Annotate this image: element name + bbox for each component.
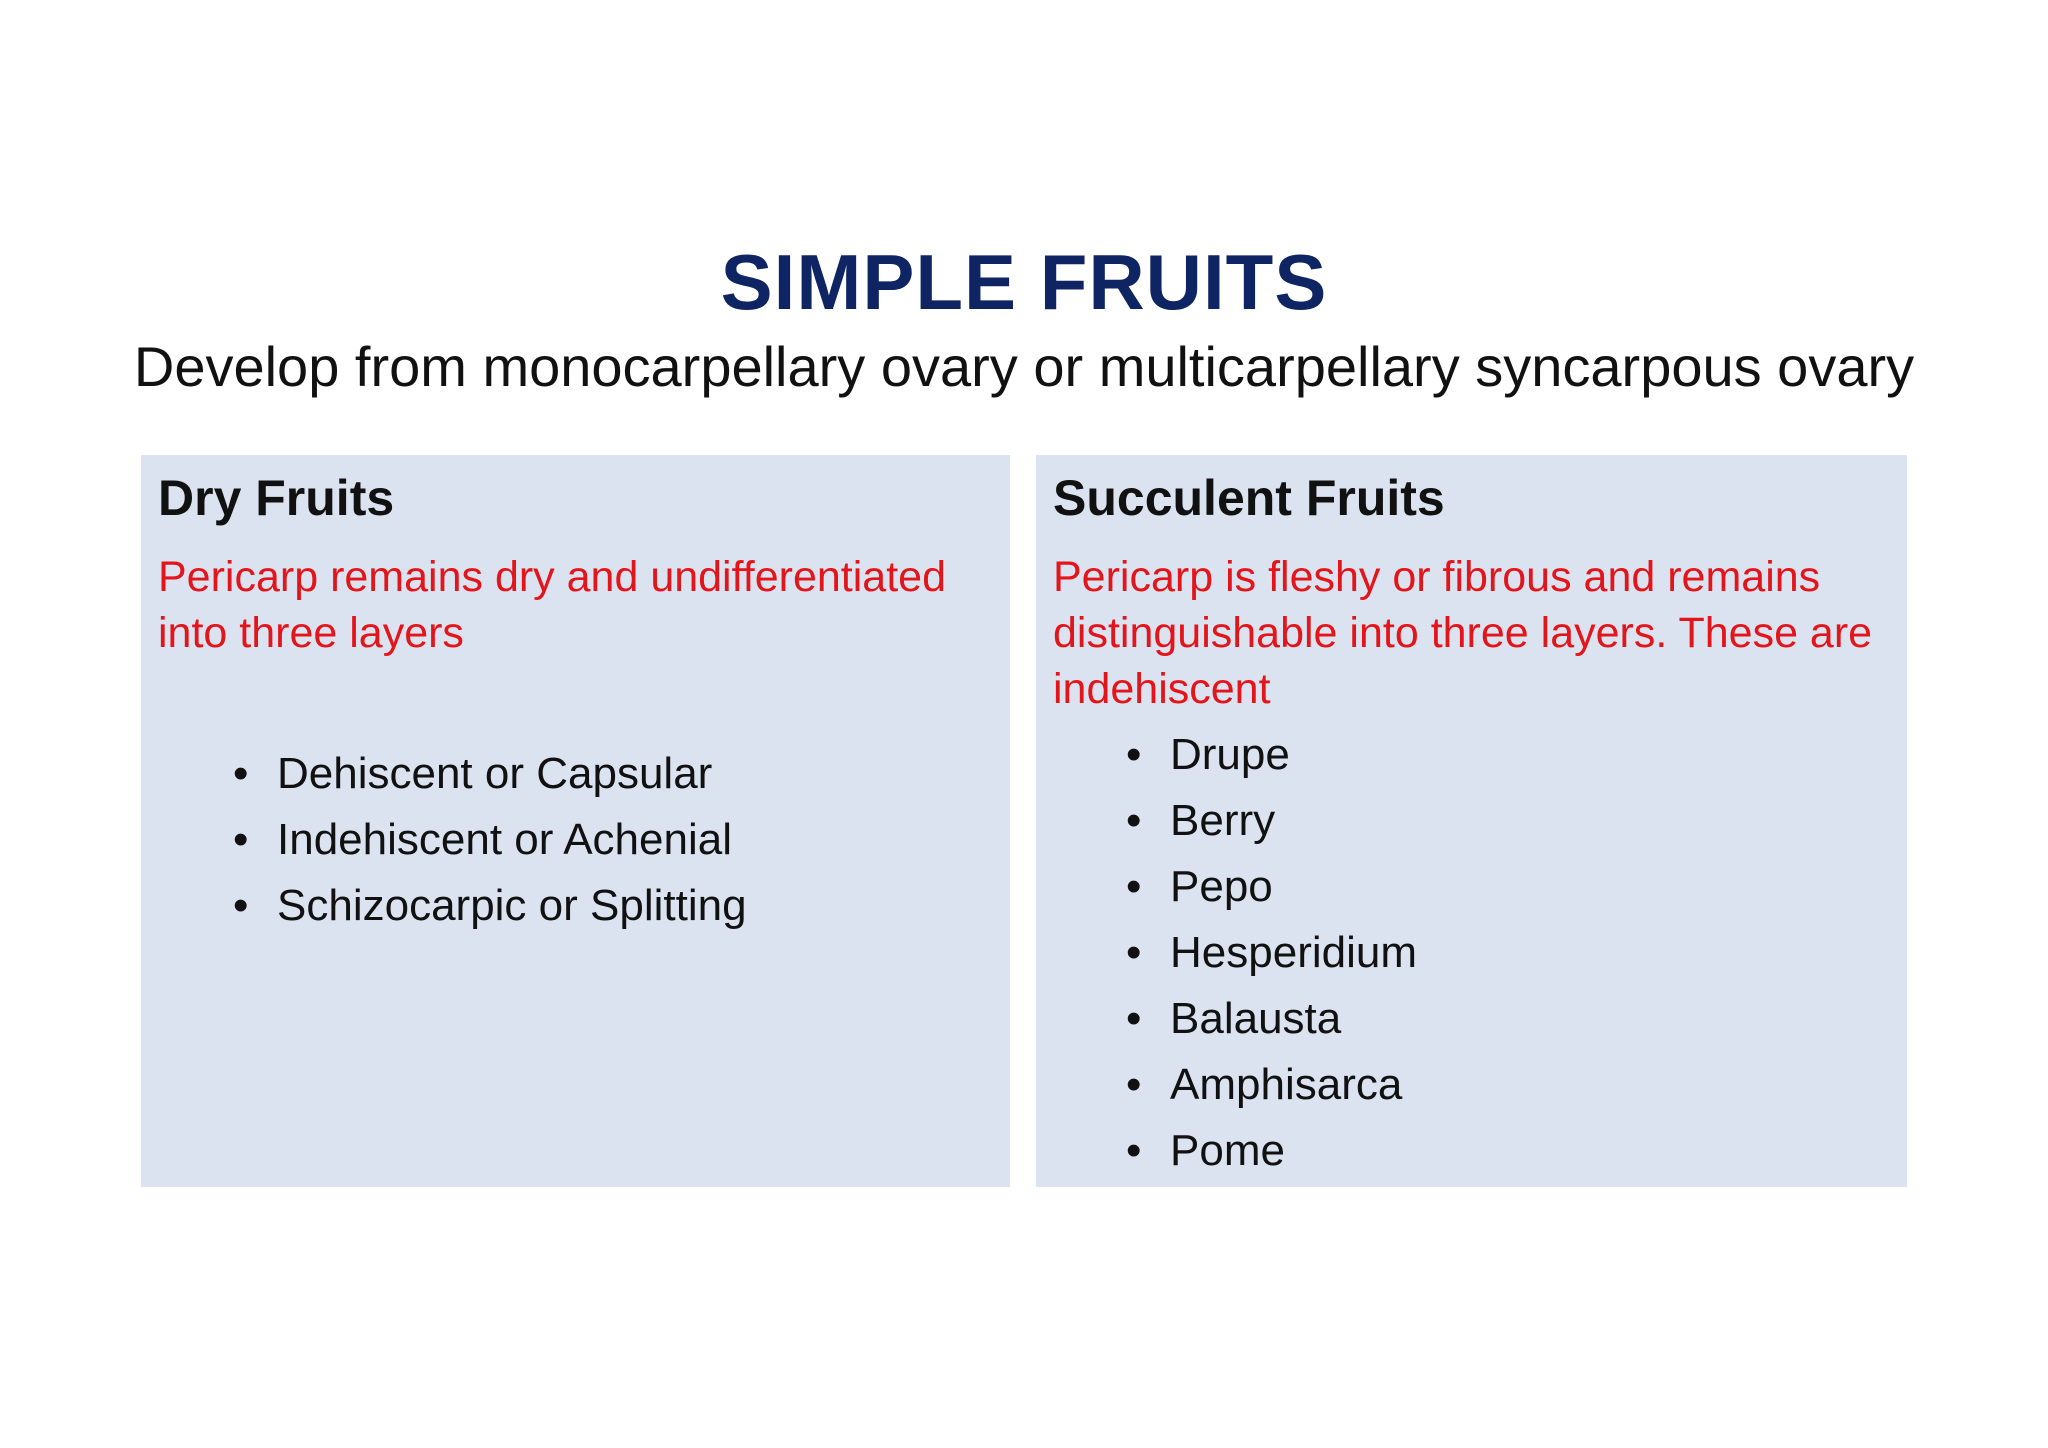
bullet-icon: • (233, 815, 249, 864)
list-item-label: Berry (1170, 796, 1276, 845)
bullet-icon: • (1126, 994, 1142, 1043)
list-item-label: Schizocarpic or Splitting (277, 881, 747, 930)
list-item (1126, 722, 1417, 788)
list-item-label: Balausta (1170, 994, 1342, 1043)
succulent-fruits-list (1126, 722, 1417, 1184)
bullet-icon: • (233, 881, 249, 930)
bullet-icon: • (1126, 796, 1142, 845)
list-item (1126, 920, 1417, 986)
dry-fruits-panel (141, 455, 1010, 1187)
bullet-icon: • (233, 749, 249, 798)
list-item (233, 741, 747, 807)
list-item-label: Indehiscent or Achenial (277, 815, 732, 864)
list-item (1126, 854, 1417, 920)
list-item-label: Pepo (1170, 862, 1273, 911)
list-item (1126, 788, 1417, 854)
succulent-fruits-description: Pericarp is fleshy or fibrous and remains distinguishable into three layers. These are indehiscent (1053, 553, 1873, 713)
bullet-icon: • (1126, 862, 1142, 911)
succulent-fruits-panel (1036, 455, 1907, 1187)
list-item (1126, 1052, 1417, 1118)
succulent-fruits-heading: Succulent Fruits (1053, 470, 1445, 526)
list-item-label: Dehiscent or Capsular (277, 749, 713, 798)
slide-subtitle: Develop from monocarpellary ovary or multicarpellary syncarpous ovary (133, 335, 1915, 398)
dry-fruits-list (233, 741, 747, 939)
list-item-label: Pome (1170, 1126, 1285, 1175)
slide-title: SIMPLE FRUITS (720, 238, 1328, 326)
list-item (233, 807, 747, 873)
bullet-icon: • (1126, 1126, 1142, 1175)
list-item-label: Hesperidium (1170, 928, 1417, 977)
bullet-icon: • (1126, 730, 1142, 779)
bullet-icon: • (1126, 1060, 1142, 1109)
list-item-label: Amphisarca (1170, 1060, 1403, 1109)
bullet-icon: • (1126, 928, 1142, 977)
list-item (233, 873, 747, 939)
list-item-label: Drupe (1170, 730, 1290, 779)
dry-fruits-heading: Dry Fruits (158, 470, 395, 526)
dry-fruits-description: Pericarp remains dry and undifferentiated into three layers (158, 553, 946, 657)
list-item (1126, 1118, 1417, 1184)
list-item (1126, 986, 1417, 1052)
